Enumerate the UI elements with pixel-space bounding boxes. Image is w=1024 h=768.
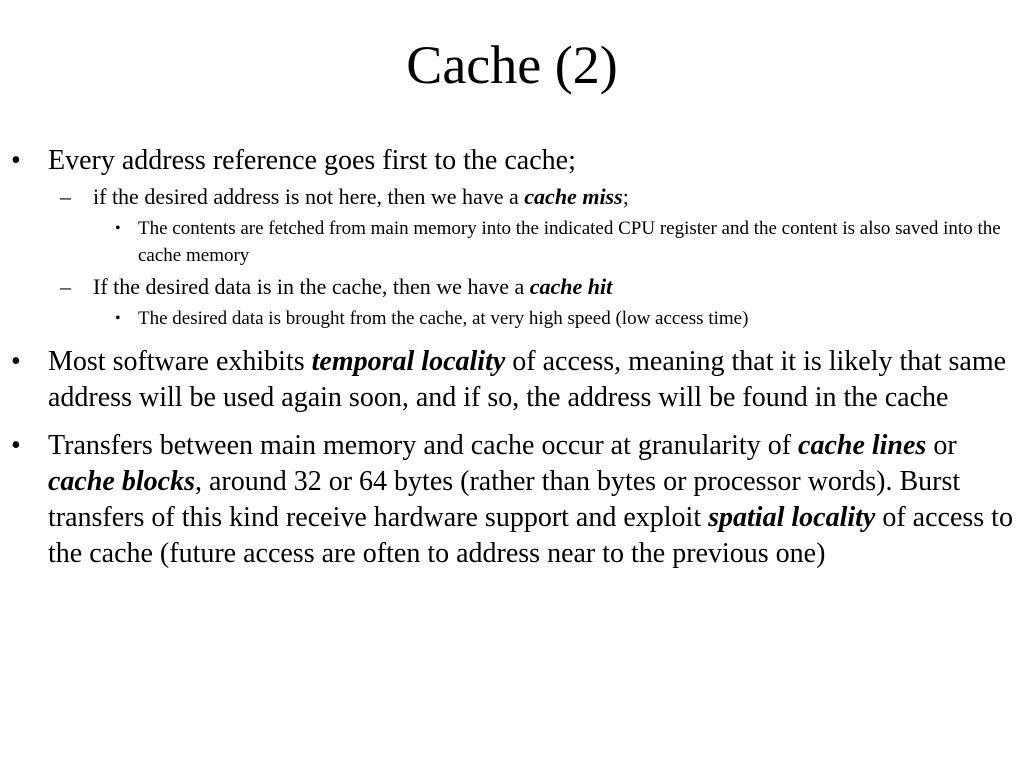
emphasized-term: cache lines	[798, 430, 927, 461]
bullet-marker: –	[60, 274, 71, 299]
bullet-level-1	[0, 428, 1014, 572]
bullet-level-3	[0, 305, 1014, 332]
slide-title: Cache (2)	[406, 35, 618, 95]
emphasized-term: cache hit	[529, 274, 613, 299]
bullet-text: or	[926, 430, 957, 461]
emphasized-term: cache miss	[524, 184, 623, 209]
bullet-text: Most software exhibits	[48, 346, 312, 377]
bullet-text: if the desired address is not here, then we have a	[93, 184, 525, 209]
bullet-marker: •	[115, 310, 121, 327]
bullet-level-1	[0, 344, 1014, 416]
bullet-level-1	[0, 143, 1014, 179]
bullet-marker: –	[60, 184, 71, 209]
bullet-text: ;	[622, 184, 629, 209]
bullet-text: of access to the cache (future access are often to address near to the previous one)	[48, 502, 1013, 569]
bullet-text: Transfers between main memory and cache occur at granularity of	[48, 430, 799, 461]
bullet-text: of access, meaning that it is likely that same address will be used again soon, and if so, the address will be found in the cache	[48, 346, 1007, 413]
bullet-text: The desired data is brought from the cache, at very high speed (low access time)	[138, 308, 749, 329]
bullet-marker: •	[11, 346, 21, 377]
bullet-marker: •	[11, 430, 21, 461]
slide-body	[0, 143, 1024, 572]
bullet-text: Every address reference goes first to the cache;	[48, 145, 576, 176]
emphasized-term: temporal locality	[311, 346, 506, 377]
bullet-text: The contents are fetched from main memory into the indicated CPU register and the content is also saved into the cache memory	[138, 218, 1001, 266]
bullet-level-3	[0, 215, 1014, 269]
bullet-text: , around 32 or 64 bytes (rather than bytes or processor words). Burst transfers of this kind receive hardware support and exploit	[48, 466, 961, 533]
bullet-level-2	[0, 273, 1014, 301]
emphasized-term: cache blocks	[48, 466, 195, 497]
bullet-marker: •	[11, 145, 21, 176]
bullet-marker: •	[115, 220, 121, 237]
emphasized-term: spatial locality	[708, 502, 876, 533]
bullet-text: If the desired data is in the cache, then we have a	[93, 274, 530, 299]
bullet-level-2	[0, 183, 1014, 211]
